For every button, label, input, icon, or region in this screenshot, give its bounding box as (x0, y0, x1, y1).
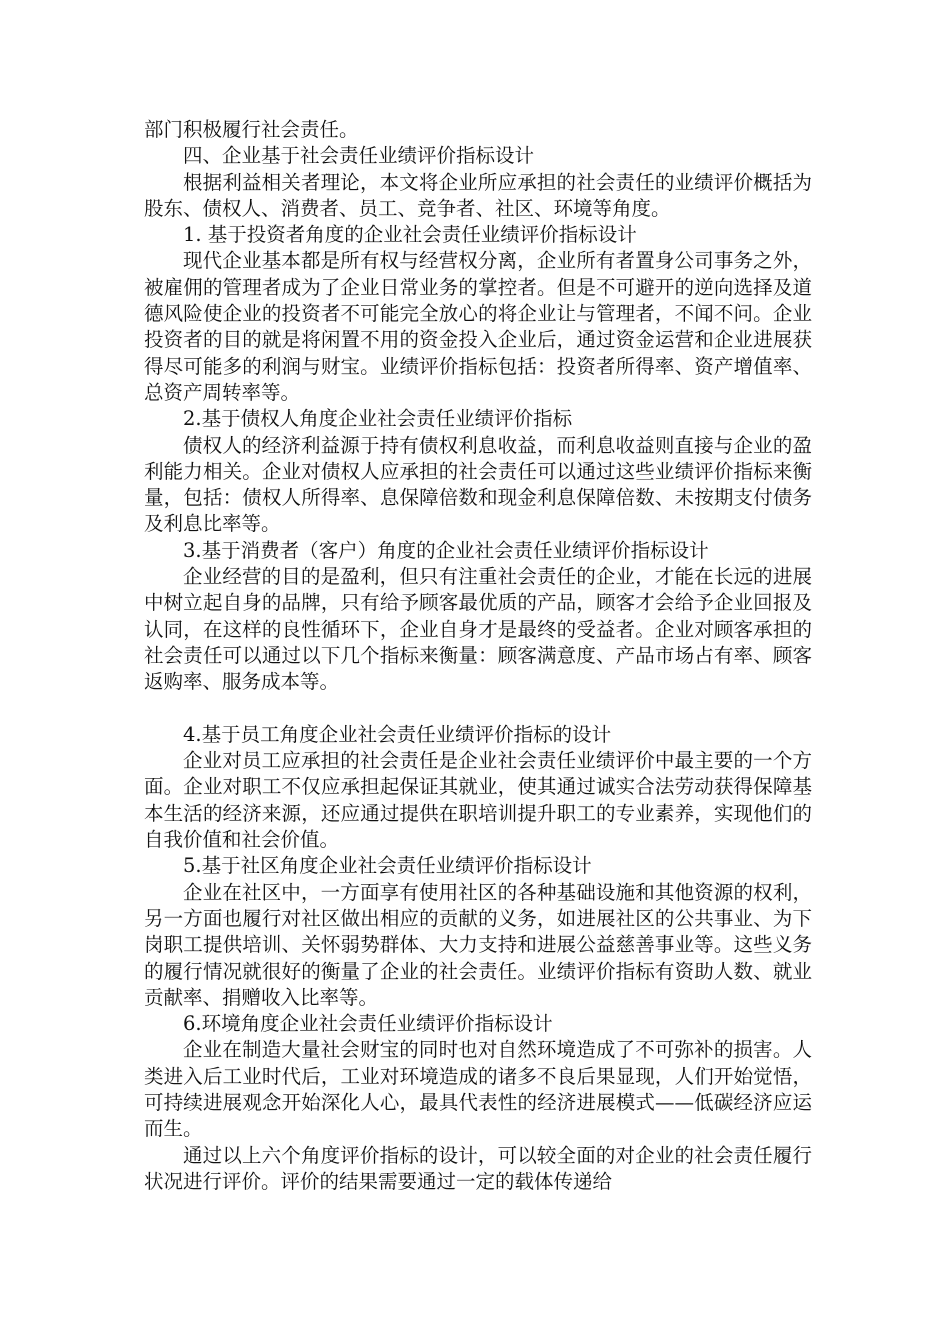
paragraph-body: 企业在制造大量社会财宝的同时也对自然环境造成了不可弥补的损害。人类进入后工业时代后，工业对环境造成的诸多不良后果显现，人们开始觉悟，可持续进展观念开始深化人心，最具代表性的经济进展模式——低碳经济应运而生。 (144, 1038, 812, 1141)
paragraph-intro: 部门积极履行社会责任。 (144, 118, 359, 141)
subsection-heading: 2.基于债权人角度企业社会责任业绩评价指标 (183, 407, 573, 431)
paragraph-body: 企业对员工应承担的社会责任是企业社会责任业绩评价中最主要的一个方面。企业对职工不仅应承担起保证其就业，使其通过诚实合法劳动获得保障基本生活的经济来源，还应通过提供在职培训提升职工的专业素养，实现他们的自我价值和社会价值。 (144, 749, 812, 852)
document-body (144, 117, 812, 1195)
paragraph-body: 债权人的经济利益源于持有债权利息收益，而利息收益则直接与企业的盈利能力相关。企业对债权人应承担的社会责任可以通过这些业绩评价指标来衡量，包括：债权人所得率、息保障倍数和现金利息保障倍数、未按期支付债务及利息比率等。 (144, 433, 812, 536)
paragraph-body: 企业经营的目的是盈利，但只有注重社会责任的企业，才能在长远的进展中树立起自身的品牌，只有给予顾客最优质的产品，顾客才会给予企业回报及认同，在这样的良性循环下，企业自身才是最终的受益者。企业对顾客承担的社会责任可以通过以下几个指标来衡量：顾客满意度、产品市场占有率、顾客返购率、服务成本等。 (144, 565, 812, 694)
subsection-heading: 1. 基于投资者角度的企业社会责任业绩评价指标设计 (183, 223, 637, 247)
paragraph-body: 根据利益相关者理论，本文将企业所应承担的社会责任的业绩评价概括为股东、债权人、消费者、员工、竞争者、社区、环境等角度。 (144, 170, 812, 220)
blank-line (144, 696, 812, 722)
paragraph-body: 通过以上六个角度评价指标的设计，可以较全面的对企业的社会责任履行状况进行评价。评价的结果需要通过一定的载体传递给 (144, 1143, 812, 1193)
subsection-heading: 6.环境角度企业社会责任业绩评价指标设计 (183, 1012, 553, 1036)
paragraph-body: 现代企业基本都是所有权与经营权分离，企业所有者置身公司事务之外，被雇佣的管理者成为了企业日常业务的掌控者。但是不可避开的逆向选择及道德风险使企业的投资者不可能完全放心的将企业让与管理者，不闻不问。企业投资者的目的就是将闲置不用的资金投入企业后，通过资金运营和企业进展获得尽可能多的利润与财宝。业绩评价指标包括：投资者所得率、资产增值率、总资产周转率等。 (144, 249, 812, 404)
subsection-heading: 5.基于社区角度企业社会责任业绩评价指标设计 (183, 854, 592, 878)
subsection-heading: 3.基于消费者（客户）角度的企业社会责任业绩评价指标设计 (183, 538, 709, 562)
paragraph-body: 企业在社区中，一方面享有使用社区的各种基础设施和其他资源的权利，另一方面也履行对社区做出相应的贡献的义务，如进展社区的公共事业、为下岗职工提供培训、关怀弱势群体、大力支持和进展公益慈善事业等。这些义务的履行情况就很好的衡量了企业的社会责任。业绩评价指标有资助人数、就业贡献率、捐赠收入比率等。 (144, 880, 812, 1009)
section-heading: 四、企业基于社会责任业绩评价指标设计 (183, 144, 535, 168)
subsection-heading: 4.基于员工角度企业社会责任业绩评价指标的设计 (183, 722, 612, 746)
